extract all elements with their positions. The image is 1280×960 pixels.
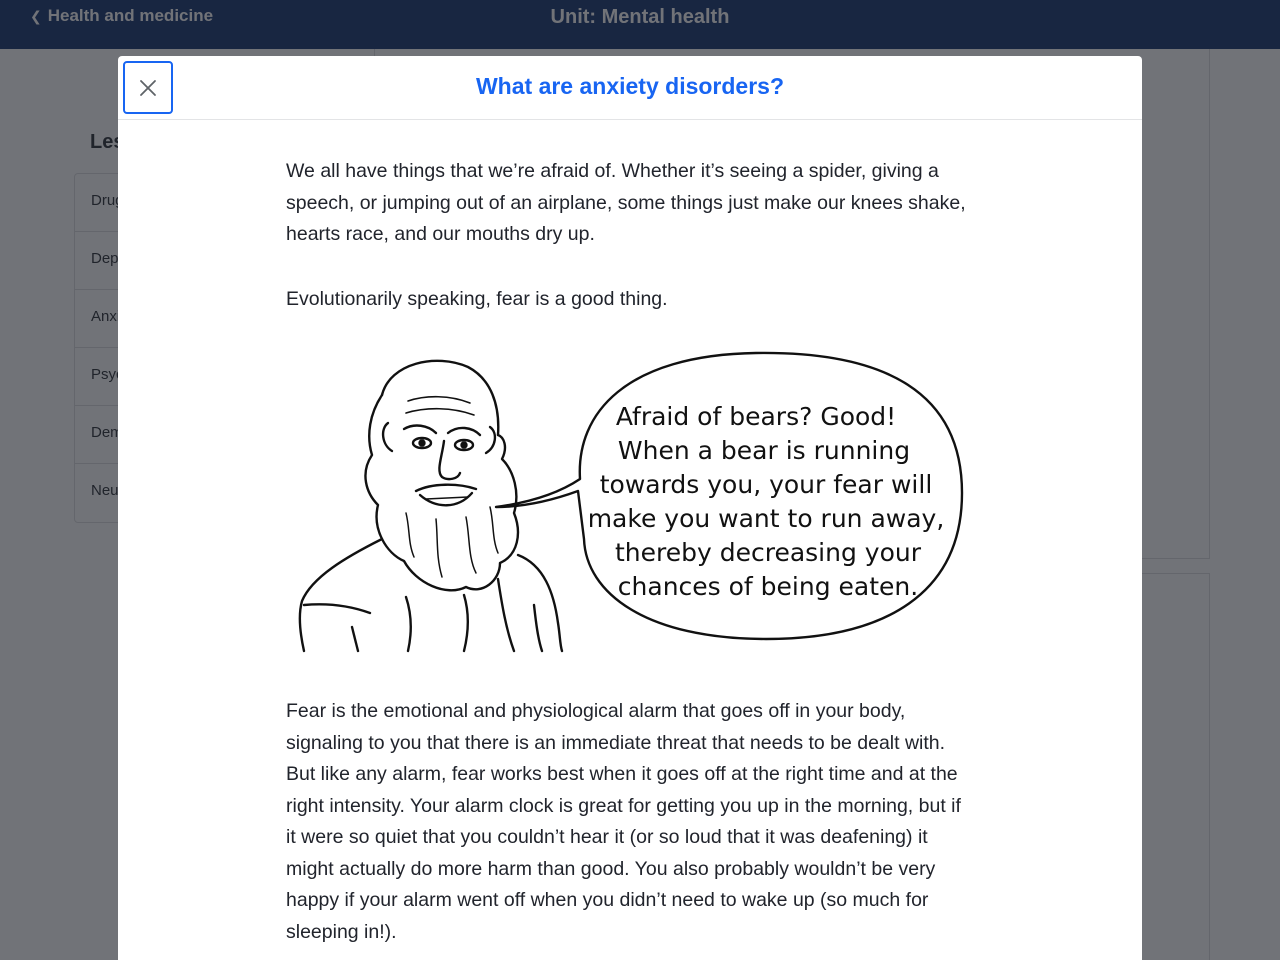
article-paragraph: We all have things that we’re afraid of. Whether it’s seeing a spider, giving a speech, or jumping out of an airplane, some things just make our knees shake, hearts race, and our mouths dry up. [286,160,966,245]
darwin-mouth [416,485,476,491]
darwin-beard [365,395,517,590]
modal-title: What are anxiety disorders? [475,73,785,99]
comic-line: make you want to run away, [587,504,945,533]
comic-line: chances of being eaten. [617,572,919,601]
darwin-brow [448,428,480,435]
darwin-comic-illustration [286,343,976,653]
speech-bubble-text [588,402,945,601]
darwin-coat [300,539,382,651]
modal-header [118,56,1142,120]
article-modal [118,56,1142,960]
article-paragraph: Fear is the emotional and physiological alarm that goes off in your body, signaling to you that there is an immediate threat that needs to be dealt with. But like any alarm, fear works best when it goes off at the right time and at the right intensity. Your alarm clock is great for getting you up in the morning, but if it were so quiet that you couldn’t hear it (or so loud that it was deafening) it might actually do more harm than good. You also probably wouldn’t be very happy if your alarm went off when you didn’t need to wake up (so much for sleeping in!). [286,700,961,943]
comic-line: Afraid of bears? Good! [615,402,897,431]
comic-line: thereby decreasing your [614,538,922,567]
darwin-head [382,361,498,435]
comic-drawing [286,343,976,653]
comic-line: towards you, your fear will [599,470,933,499]
comic-line: When a bear is running [617,436,911,465]
article-body [286,156,976,960]
darwin-brow [404,426,436,433]
article-paragraph: Evolutionarily speaking, fear is a good thing. [286,287,668,310]
